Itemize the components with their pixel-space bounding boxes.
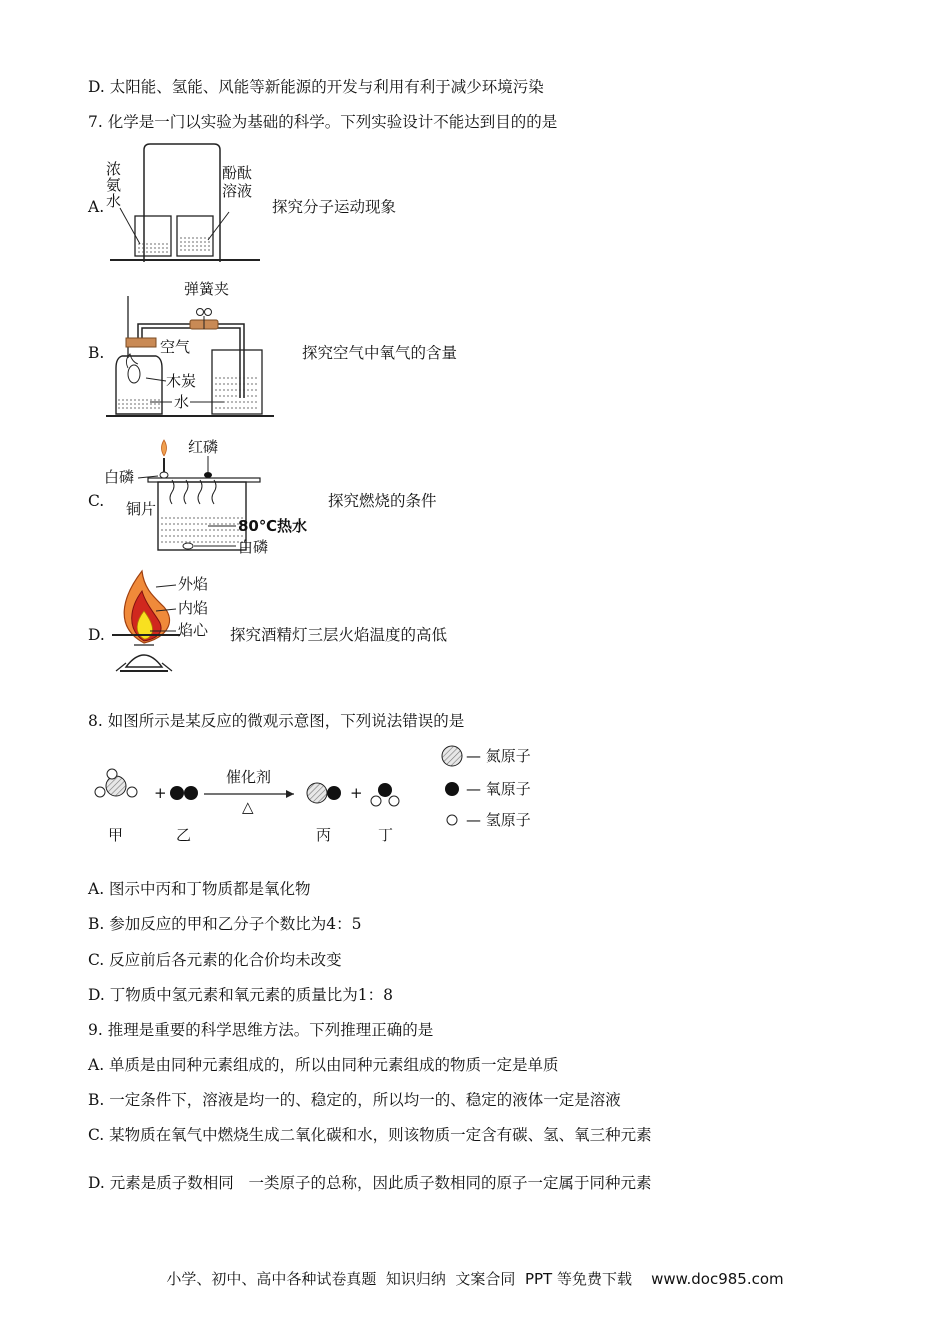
q7-b-letter: B. — [88, 344, 105, 362]
plus-1: + — [154, 784, 167, 802]
legend-nitrogen: — 氮原子 — [466, 747, 531, 765]
name-bing: 丙 — [316, 826, 332, 844]
q8-option-c: C. 反应前后各元素的化合价均未改变 — [88, 951, 342, 969]
q8-option-d: D. 丁物质中氢元素和氧元素的质量比为1：8 — [88, 986, 393, 1004]
label-white-phosphorus-top: 白磷 — [104, 468, 135, 486]
name-yi: 乙 — [176, 826, 192, 844]
combustion-conditions-apparatus — [100, 434, 320, 558]
legend-oxygen-swatch — [445, 782, 459, 796]
label-phenolphthalein-2: 溶液 — [222, 182, 253, 200]
q9-option-a: A. 单质是由同种元素组成的，所以由同种元素组成的物质一定是单质 — [88, 1056, 559, 1074]
q9-option-c: C. 某物质在氧气中燃烧生成二氧化碳和水，则该物质一定含有碳、氢、氧三种元素 — [88, 1126, 652, 1144]
q9-stem: 9. 推理是重要的科学思维方法。下列推理正确的是 — [88, 1021, 434, 1039]
q7-d-caption: 探究酒精灯三层火焰温度的高低 — [230, 626, 448, 644]
label-white-phosphorus-bottom: 白磷 — [238, 538, 269, 556]
name-ding: 丁 — [378, 826, 394, 844]
molecule-bing — [307, 783, 341, 803]
molecule-yi — [170, 786, 198, 800]
molecule-jia — [95, 769, 137, 797]
label-conc-ammonia-2: 氨 — [106, 176, 122, 194]
legend-nitrogen-swatch — [442, 746, 462, 766]
q7-c-letter: C. — [88, 492, 105, 510]
catalyst-label: 催化剂 — [226, 768, 272, 786]
legend-hydrogen-swatch — [447, 815, 457, 825]
q7-c-caption: 探究燃烧的条件 — [328, 492, 437, 510]
q8-option-a: A. 图示中丙和丁物质都是氧化物 — [88, 880, 311, 898]
q6-option-d: D. 太阳能、氢能、风能等新能源的开发与利用有利于减少环境污染 — [88, 78, 544, 96]
q8-option-b: B. 参加反应的甲和乙分子个数比为4：5 — [88, 915, 362, 933]
footer-banner: 小学、初中、高中各种试卷真题 知识归纳 文案合同 PPT 等免费下载 www.doc985.com — [166, 1270, 784, 1288]
label-outer-flame: 外焰 — [178, 575, 209, 593]
oxygen-content-apparatus — [104, 276, 279, 421]
q9-option-d: D. 元素是质子数相同 一类原子的总称，因此质子数相同的原子一定属于同种元素 — [88, 1174, 652, 1192]
label-flame-core: 焰心 — [178, 621, 209, 639]
alcohol-lamp-flame — [104, 567, 229, 677]
legend — [442, 746, 531, 829]
reaction-micro-diagram — [88, 738, 558, 848]
q7-b-caption: 探究空气中氧气的含量 — [302, 344, 458, 362]
q9-option-b: B. 一定条件下，溶液是均一的、稳定的，所以均一的、稳定的液体一定是溶液 — [88, 1091, 621, 1109]
label-water: 水 — [174, 393, 190, 411]
label-air: 空气 — [160, 338, 191, 356]
label-conc-ammonia-3: 水 — [106, 192, 122, 210]
q7-d-letter: D. — [88, 626, 105, 644]
label-charcoal: 木炭 — [166, 372, 197, 390]
q8-stem: 8. 如图所示是某反应的微观示意图，下列说法错误的是 — [88, 712, 465, 730]
legend-oxygen: — 氧原子 — [466, 780, 531, 798]
q7-a-caption: 探究分子运动现象 — [272, 198, 397, 216]
label-red-phosphorus: 红磷 — [188, 438, 219, 456]
name-jia: 甲 — [108, 826, 124, 844]
label-inner-flame: 内焰 — [178, 599, 209, 617]
heat-symbol: △ — [242, 798, 254, 816]
label-copper-sheet: 铜片 — [126, 500, 157, 518]
label-spring-clamp: 弹簧夹 — [184, 280, 230, 298]
label-hot-water: 80℃热水 — [238, 517, 308, 535]
molecule-motion-apparatus — [104, 140, 264, 265]
molecule-ding — [371, 783, 399, 806]
legend-hydrogen: — 氢原子 — [466, 811, 531, 829]
plus-2: + — [350, 784, 363, 802]
q7-stem: 7. 化学是一门以实验为基础的科学。下列实验设计不能达到目的的是 — [88, 113, 558, 131]
label-phenolphthalein-1: 酚酞 — [222, 164, 253, 182]
q7-a-letter: A. — [88, 198, 105, 216]
label-conc-ammonia-1: 浓 — [106, 160, 122, 178]
